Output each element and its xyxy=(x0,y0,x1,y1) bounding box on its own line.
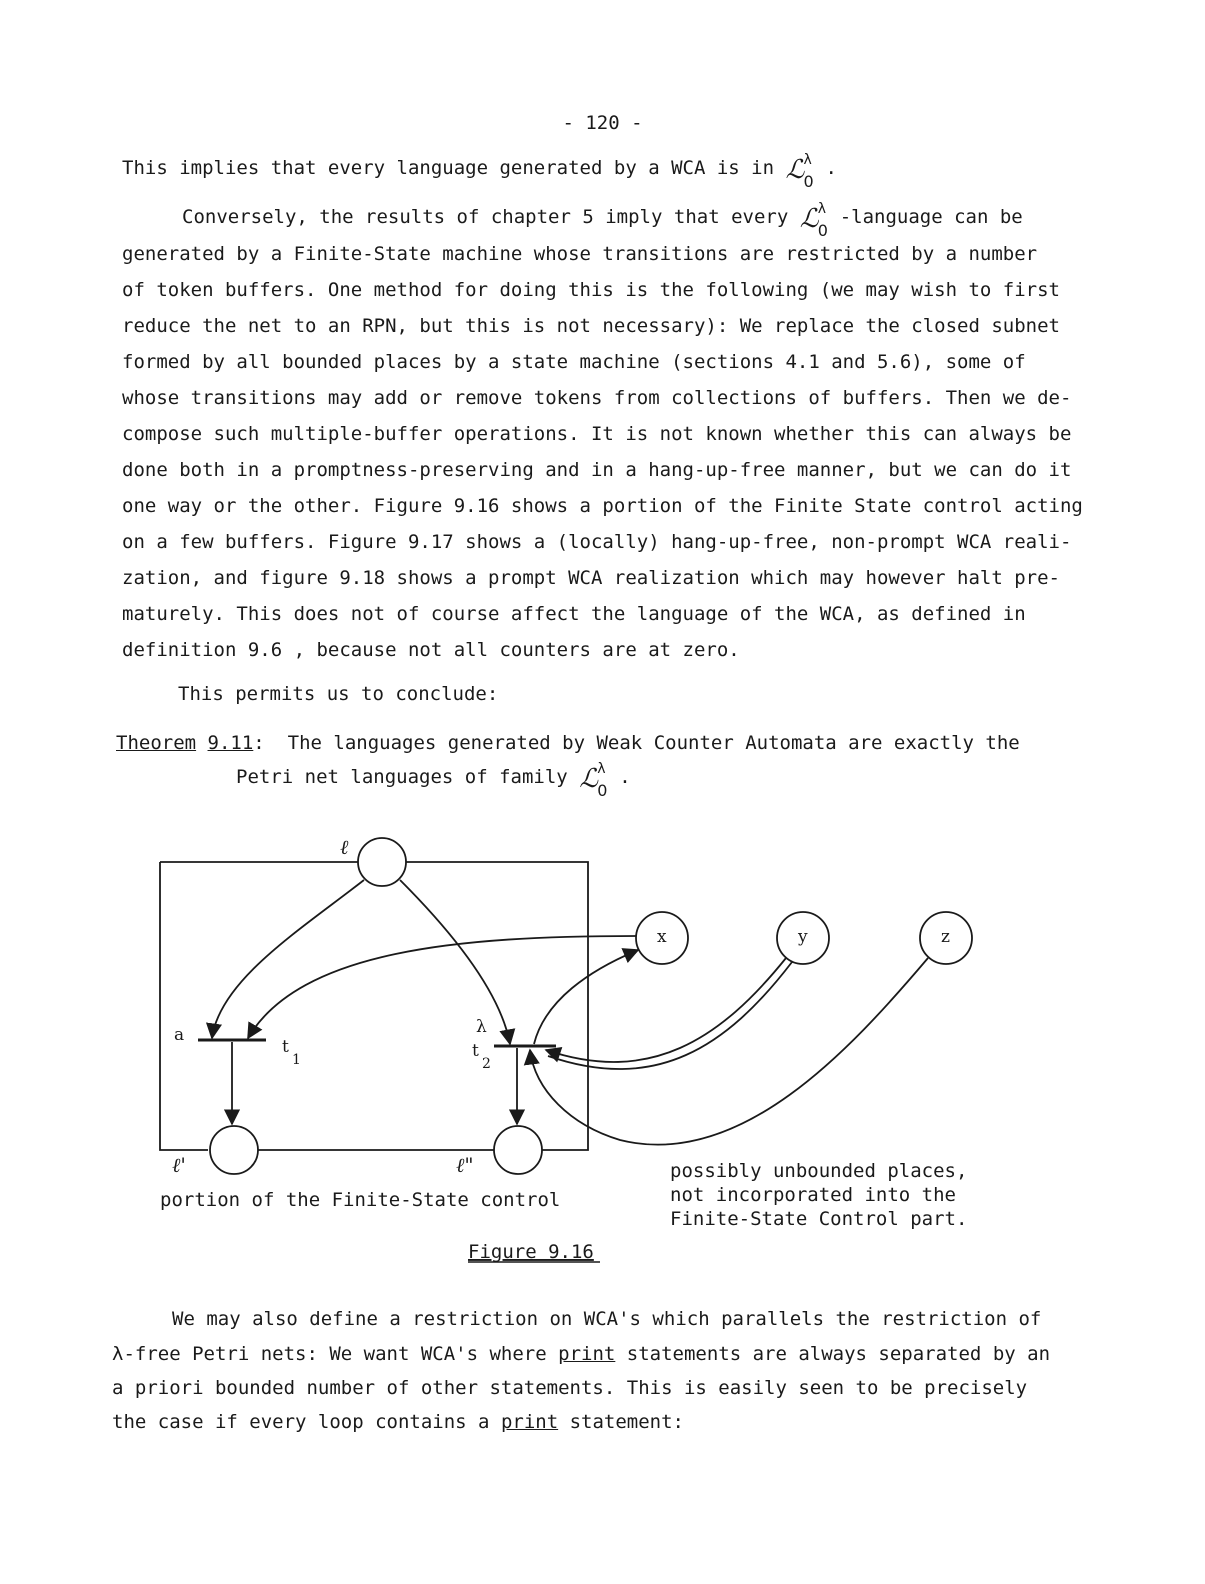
para2-line: of token buffers. One method for doing this is the following (we may wish to first xyxy=(122,279,1060,301)
family-symbol: ℒ λ 0 xyxy=(579,761,608,800)
theorem-line-2: Petri net languages of family ℒ λ 0 . xyxy=(236,761,631,800)
caption-left: portion of the Finite-State control xyxy=(160,1189,561,1211)
label-place-l: ℓ xyxy=(340,835,349,859)
arc-t2-to-x xyxy=(534,950,638,1044)
family-symbol: ℒ λ 0 xyxy=(785,158,825,186)
label-t2-sub: 2 xyxy=(482,1056,491,1072)
theorem-label: Theorem xyxy=(116,732,197,754)
theorem-number: 9.11 xyxy=(207,732,254,754)
para2-line-1: Conversely, the results of chapter 5 imply that every ℒ λ 0 -language can be xyxy=(182,201,1023,240)
para2-line: generated by a Finite-State machine whose transitions are restricted by a number xyxy=(122,243,1038,265)
para2-line: formed by all bounded places by a state machine (sections 4.1 and 5.6), some of xyxy=(122,351,1026,373)
para2-line: done both in a promptness-preserving and in a hang-up-free manner, but we can do it xyxy=(122,459,1072,481)
family-symbol: ℒ λ 0 xyxy=(799,201,828,240)
place-l-dprime xyxy=(494,1126,542,1174)
arc-z-to-t2 xyxy=(530,958,928,1145)
place-l-prime xyxy=(210,1126,258,1174)
label-t1-sub: 1 xyxy=(292,1052,301,1068)
para2-line: whose transitions may add or remove tokens from collections of buffers. Then we de- xyxy=(122,387,1072,409)
label-x: x xyxy=(657,927,667,947)
para2-line: maturely. This does not of course affect the language of the WCA, as defined in xyxy=(122,603,1026,625)
label-a: a xyxy=(174,1025,185,1045)
para1-line: This implies that every language generated by a WCA is in ℒ λ 0 . xyxy=(122,156,837,186)
page-number: - 120 - xyxy=(562,112,643,134)
caption-right-3: Finite-State Control part. xyxy=(670,1208,968,1230)
label-lambda: λ xyxy=(476,1017,487,1037)
para2-line: reduce the net to an RPN, but this is not necessary): We replace the closed subnet xyxy=(122,315,1060,337)
family-sub: 0 xyxy=(803,172,814,191)
para3-line: This permits us to conclude: xyxy=(178,683,499,705)
caption-right-1: possibly unbounded places, xyxy=(670,1160,968,1182)
arc-l-to-t1 xyxy=(212,880,364,1038)
label-z: z xyxy=(941,927,950,947)
label-place-l-prime: ℓ' xyxy=(172,1153,186,1177)
para2-line: on a few buffers. Figure 9.17 shows a (locally) hang-up-free, non-prompt WCA reali- xyxy=(122,531,1072,553)
label-t2: t xyxy=(472,1041,479,1061)
para4-line-1: We may also define a restriction on WCA's which parallels the restriction of xyxy=(172,1308,1042,1330)
arc-x-to-t1 xyxy=(248,936,636,1038)
para4-line-2: λ-free Petri nets: We want WCA's where print statements are always separated by an xyxy=(112,1343,1051,1365)
theorem-line-1: Theorem 9.11: The languages generated by Weak Counter Automata are exactly the xyxy=(116,732,1020,754)
label-place-l-dprime: ℓ" xyxy=(456,1153,474,1177)
para2-line: one way or the other. Figure 9.16 shows a portion of the Finite State control acting xyxy=(122,495,1083,517)
para4-line-4: the case if every loop contains a print statement: xyxy=(112,1411,684,1433)
arc-l-to-t2 xyxy=(400,880,510,1044)
place-l xyxy=(358,838,406,886)
para2-line: definition 9.6 , because not all counters are at zero. xyxy=(122,639,740,661)
caption-right-2: not incorporated into the xyxy=(670,1184,956,1206)
family-sup: λ xyxy=(803,152,812,168)
para1-text: This implies that every language generated by a WCA is in xyxy=(122,157,775,179)
para2-line: zation, and figure 9.18 shows a prompt WCA realization which may however halt pre- xyxy=(122,567,1060,589)
para2-line: compose such multiple-buffer operations. It is not known whether this can always be xyxy=(122,423,1072,445)
figure-title: Figure 9.16 xyxy=(468,1241,594,1263)
label-y: y xyxy=(798,927,808,947)
label-t1: t xyxy=(282,1037,289,1057)
para4-line-3: a priori bounded number of other statements. This is easily seen to be precisely xyxy=(112,1377,1028,1399)
